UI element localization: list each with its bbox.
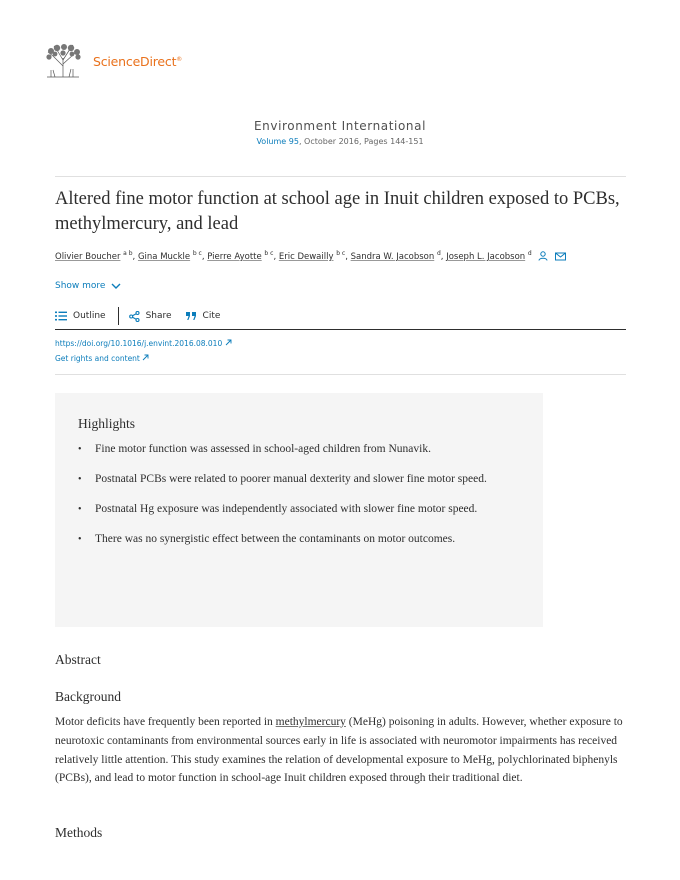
highlight-item: • Postnatal Hg exposure was independently associated with slower fine motor speed. <box>78 500 528 519</box>
author-link[interactable]: Sandra W. Jacobson <box>350 251 435 262</box>
background-heading: Background <box>55 689 121 704</box>
journal-title[interactable]: Environment International <box>253 119 427 133</box>
rights-link[interactable] <box>55 354 149 363</box>
show-more-label: Show more <box>55 281 106 291</box>
header-divider <box>55 176 626 177</box>
methylmercury-term-link[interactable]: methylmercury <box>275 716 346 728</box>
volume-info <box>0 137 680 146</box>
share-label: Share <box>145 311 172 321</box>
person-icon[interactable] <box>538 251 548 261</box>
rights-text: Get rights and content <box>55 354 140 363</box>
author-link[interactable]: Pierre Ayotte <box>207 251 262 262</box>
publisher-logo[interactable] <box>43 44 182 78</box>
quote-icon <box>186 312 197 321</box>
background-text-rest: (MeHg) poisoning in adults. However, whether exposure to neurotoxic contaminants from environmental sources early in life is associated with neuromotor impairments has received relatively little attention. This study examines the relation of developmental exposure to MeHg, polychlorinated biphenyls (PCBs), and lead to motor function in school-age Inuit children exposed through their traditional diet. <box>55 716 623 785</box>
author-affiliation[interactable]: a b <box>123 250 133 257</box>
show-more-button[interactable] <box>55 281 121 291</box>
author-affiliation[interactable]: b c <box>264 250 274 257</box>
registered-mark: ® <box>176 55 183 63</box>
volume-link[interactable]: Volume 95 <box>256 137 299 146</box>
email-icon[interactable] <box>555 252 566 261</box>
author-link[interactable]: Eric Dewailly <box>278 251 334 262</box>
elsevier-tree-icon <box>43 44 83 78</box>
list-icon <box>55 311 67 321</box>
highlights-box <box>55 393 543 627</box>
author-affiliation[interactable]: b c <box>192 250 202 257</box>
issue-info: , October 2016, Pages 144-151 <box>298 137 424 146</box>
publisher-name: ScienceDirect <box>93 53 177 69</box>
external-link-icon <box>142 354 149 361</box>
highlights-list <box>78 440 528 560</box>
author-link[interactable]: Gina Muckle <box>137 251 191 262</box>
highlight-item: • Postnatal PCBs were related to poorer manual dexterity and slower fine motor speed. <box>78 470 528 489</box>
doi-link[interactable] <box>55 339 232 348</box>
author-list: Olivier Boucher $^{a b}$, Gina Muckle $^{b c}$, Pierre Ayotte $^{b c}$, Eric Dewailly $^{b c}$, Sandra W. Jacobson $^d$, Joseph L. Jacobson $^d$ <box>55 250 635 262</box>
article-toolbar <box>55 307 220 325</box>
share-icon <box>129 311 140 322</box>
outline-label: Outline <box>73 311 106 321</box>
author-affiliation[interactable]: b c <box>336 250 346 257</box>
cite-button[interactable] <box>186 311 221 321</box>
author-link[interactable]: Joseph L. Jacobson <box>446 251 526 262</box>
toolbar-divider <box>55 329 626 330</box>
highlight-item: • Fine motor function was assessed in school-aged children from Nunavik. <box>78 440 528 459</box>
doi-text: https://doi.org/10.1016/j.envint.2016.08.010 <box>55 339 223 348</box>
background-paragraph <box>55 713 623 788</box>
links-divider <box>55 374 626 375</box>
outline-button[interactable] <box>55 311 106 321</box>
abstract-heading: Abstract <box>55 652 101 667</box>
share-button[interactable] <box>129 311 172 322</box>
methods-heading: Methods <box>55 825 103 840</box>
author-affiliation[interactable]: d <box>436 250 441 257</box>
cite-label: Cite <box>202 311 221 321</box>
highlight-item: • There was no synergistic effect between the contaminants on motor outcomes. <box>78 530 528 549</box>
author-link[interactable]: Olivier Boucher <box>55 251 121 262</box>
highlights-heading: Highlights <box>78 416 136 431</box>
chevron-down-icon <box>111 283 121 290</box>
background-text-start: Motor deficits have frequently been reported in <box>55 716 276 728</box>
external-link-icon <box>225 339 232 346</box>
article-title: Altered fine motor function at school age in Inuit children exposed to PCBs, methylmercury, and lead <box>55 189 620 234</box>
toolbar-separator <box>118 307 119 325</box>
author-affiliation[interactable]: d <box>527 250 532 257</box>
